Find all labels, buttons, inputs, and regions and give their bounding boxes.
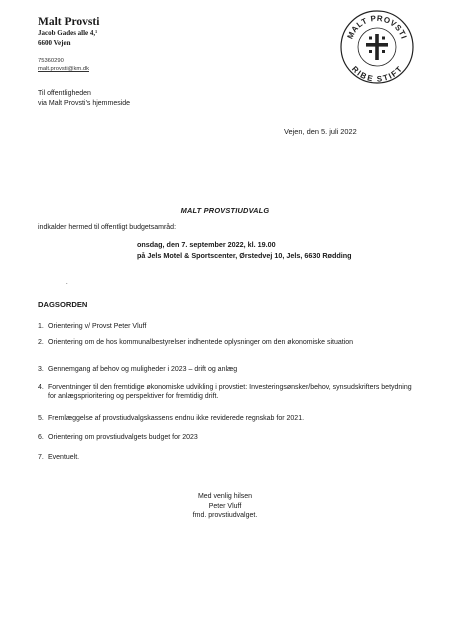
recipient-line-2: via Malt Provsti’s hjemmeside <box>38 99 131 107</box>
sender-email: malt.provsti@km.dk <box>38 66 89 72</box>
agenda-item-number: 2. <box>38 339 44 346</box>
agenda-item-number: 4. <box>38 384 44 391</box>
intro-text: indkalder hermed til offentligt budgetsamråd: <box>38 224 177 231</box>
agenda-item-text: Orientering v/ Provst Peter Vluff <box>48 323 147 330</box>
agenda-item-number: 7. <box>38 454 44 461</box>
sender-phone: 75360290 <box>38 58 64 64</box>
signatory-name: Peter Vluff <box>208 502 242 510</box>
closing-block <box>0 492 450 521</box>
agenda-item-text: Orientering om provstiudvalgets budget for 2023 <box>48 434 198 441</box>
sender-name: Malt Provsti <box>38 16 100 28</box>
agenda-item <box>38 365 418 374</box>
provsti-seal-logo <box>339 9 415 85</box>
meeting-datetime: onsdag, den 7. september 2022, kl. 19.00 <box>137 240 276 249</box>
agenda-item <box>38 414 418 423</box>
agenda-item-text: Eventuelt. <box>48 454 80 461</box>
agenda-item-number: 1. <box>38 323 44 330</box>
place-date: Vejen, den 5. juli 2022 <box>284 127 357 136</box>
committee-title: MALT PROVSTIUDVALG <box>180 206 270 215</box>
agenda-title: DAGSORDEN <box>38 300 88 309</box>
svg-text:RIBE STIFT <box>350 64 404 83</box>
agenda-item-number: 5. <box>38 415 44 422</box>
agenda-item <box>38 453 418 462</box>
sender-block <box>38 16 258 73</box>
agenda-item <box>38 322 418 331</box>
seal-text-bottom: RIBE STIFT <box>349 64 405 84</box>
agenda-item-number: 3. <box>38 366 44 373</box>
signatory-title: fmd. provstiudvalget. <box>192 512 258 519</box>
stray-dot: . <box>66 280 68 286</box>
meeting-details <box>137 240 352 261</box>
agenda-item <box>38 338 418 347</box>
agenda-item-text: Forventninger til den fremtidige økonomiske udvikling i provstiet: Investeringsønsker/behov, synsudskrifters betydning for anlægsprioritering og perspektiver for fremtidig drift. <box>48 384 412 401</box>
agenda-item <box>38 383 418 401</box>
seal-text-top: MALT PROVSTI <box>345 13 409 41</box>
agenda-item-text: Fremlæggelse af provstiudvalgskassens endnu ikke reviderede regnskab for 2021. <box>48 415 305 422</box>
agenda-item <box>38 433 418 442</box>
sender-city: 6600 Vejen <box>38 38 71 47</box>
cross-icon <box>366 34 388 60</box>
recipient-block <box>38 89 130 108</box>
closing-greeting: Med venlig hilsen <box>197 493 253 500</box>
recipient-line-1: Til offentligheden <box>38 90 91 97</box>
meeting-location: på Jels Motel & Sportscenter, Ørstedvej 10, Jels, 6630 Rødding <box>137 250 352 260</box>
agenda-item-number: 6. <box>38 434 44 441</box>
agenda-item-text: Orientering om de hos kommunalbestyrelser indhentede oplysninger om den økonomiske situation <box>48 339 354 346</box>
agenda-item-text: Gennemgang af behov og muligheder i 2023 – drift og anlæg <box>48 366 238 373</box>
sender-address: Jacob Gades alle 4,¹ <box>38 29 98 37</box>
